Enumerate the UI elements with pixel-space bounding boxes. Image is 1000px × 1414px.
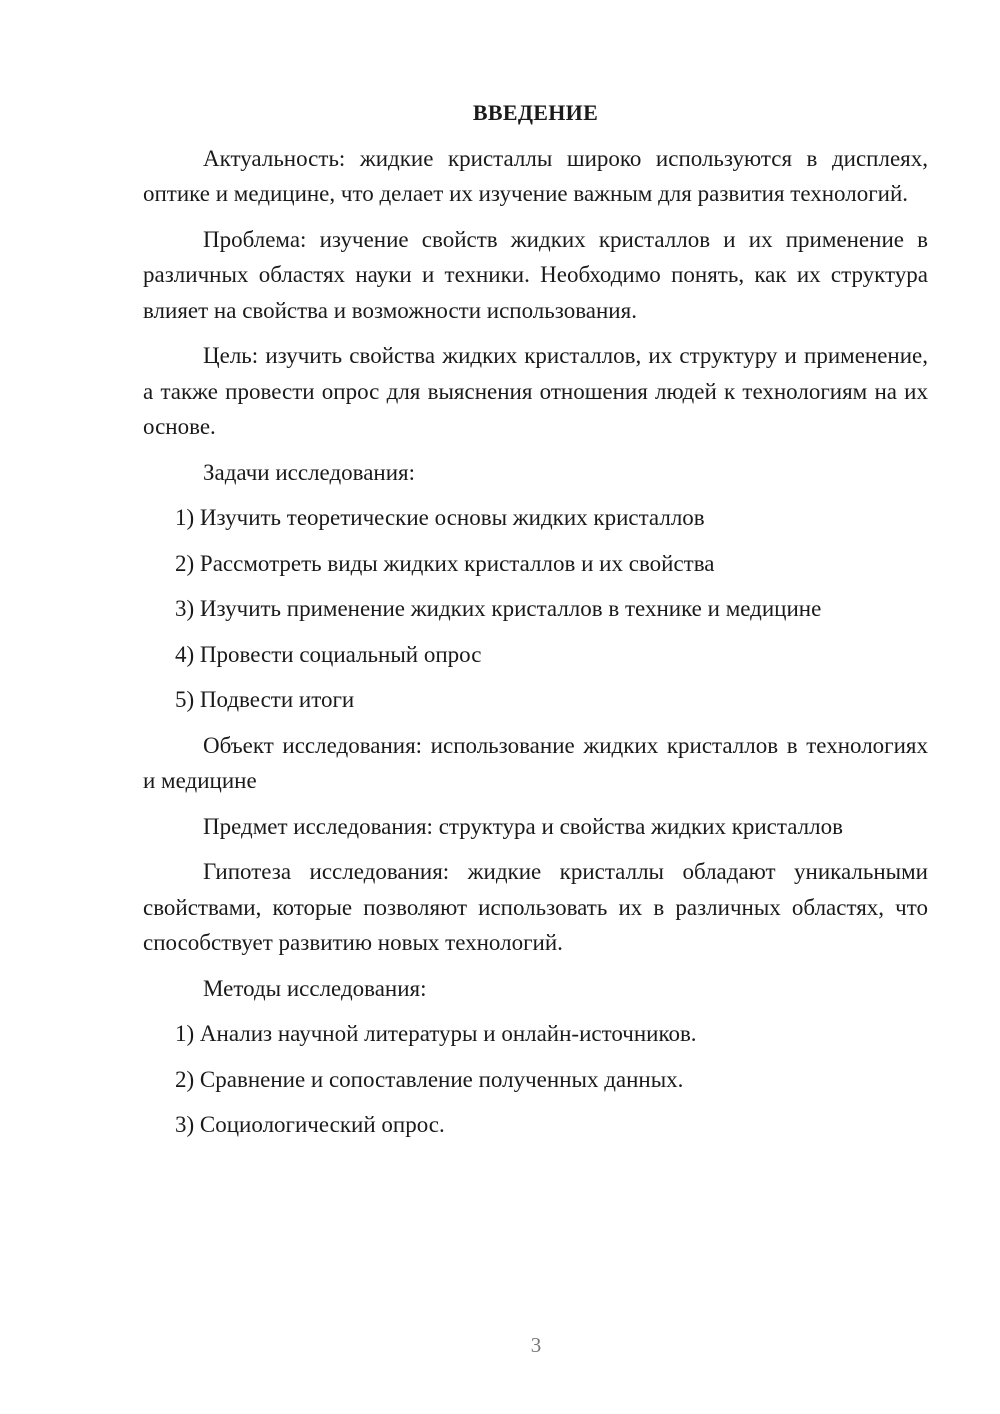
task-item: 5) Подвести итоги xyxy=(175,687,355,712)
task-item: 1) Изучить теоретические основы жидких кристаллов xyxy=(175,505,705,530)
methods-title: Методы исследования: xyxy=(203,975,427,1001)
object-paragraph: Объект исследования: использование жидких кристаллов в технологиях и медицине xyxy=(143,732,928,793)
task-item: 3) Изучить применение жидких кристаллов в технике и медицине xyxy=(175,596,822,621)
method-item: 3) Социологический опрос. xyxy=(175,1112,445,1137)
hypothesis-paragraph: Гипотеза исследования: жидкие кристаллы обладают уникальными свойствами, которые позволяют использовать их в различных областях, что способствует развитию новых технологий. xyxy=(143,859,928,955)
task-item: 4) Провести социальный опрос xyxy=(175,641,482,667)
task-item: 2) Рассмотреть виды жидких кристаллов и их свойства xyxy=(175,550,715,576)
method-item: 2) Сравнение и сопоставление полученных данных. xyxy=(175,1066,684,1092)
method-item: 1) Анализ научной литературы и онлайн-источников. xyxy=(175,1021,697,1046)
goal-paragraph: Цель: изучить свойства жидких кристаллов, их структуру и применение, а также провести опрос для выяснения отношения людей к технологиям на их основе. xyxy=(143,343,928,439)
tasks-title: Задачи исследования: xyxy=(203,459,416,485)
page-number: 3 xyxy=(530,1333,542,1357)
section-heading: ВВЕДЕНИЕ xyxy=(472,100,599,125)
subject-paragraph: Предмет исследования: структура и свойства жидких кристаллов xyxy=(203,813,843,839)
document-body xyxy=(143,95,928,1153)
relevance-paragraph: Актуальность: жидкие кристаллы широко используются в дисплеях, оптике и медицине, что делает их изучение важным для развития технологий. xyxy=(143,145,928,206)
problem-paragraph: Проблема: изучение свойств жидких кристаллов и их применение в различных областях науки и техники. Необходимо понять, как их структура влияет на свойства и возможности использования. xyxy=(143,226,928,323)
